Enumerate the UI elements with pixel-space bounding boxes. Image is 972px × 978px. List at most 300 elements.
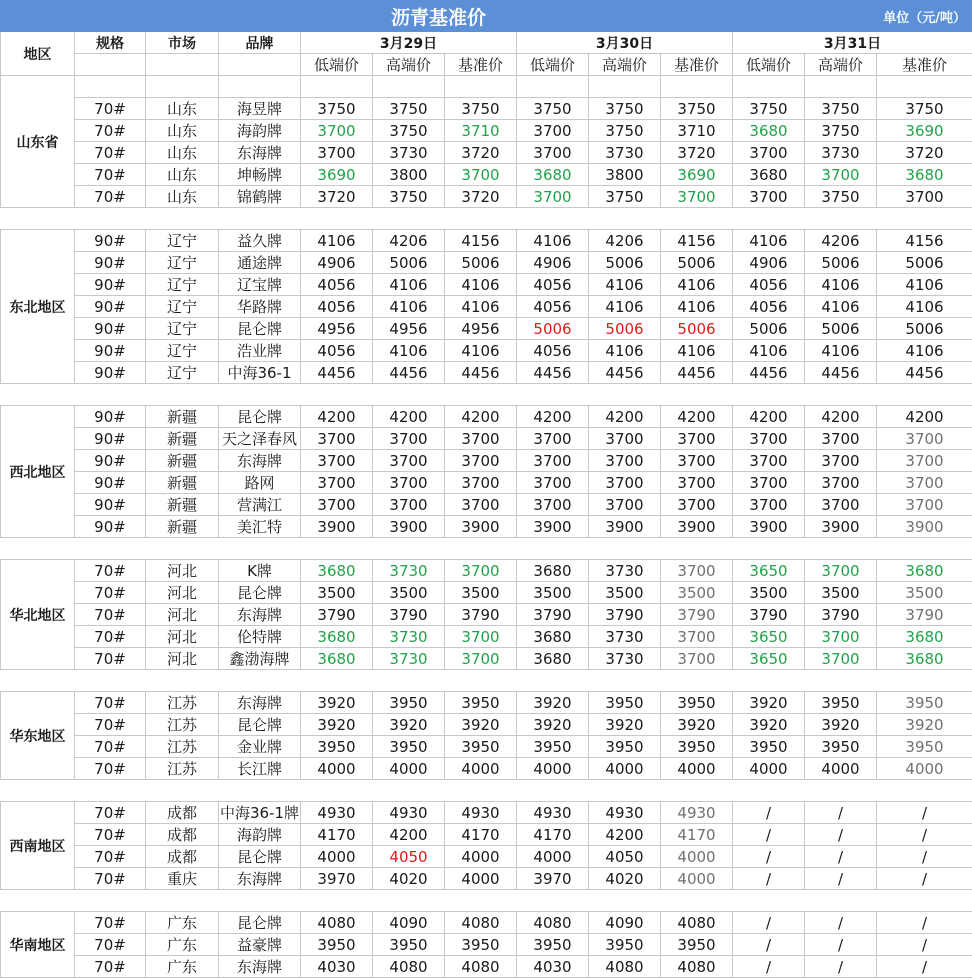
- price-cell: 4000: [661, 846, 733, 868]
- market-cell: 新疆: [146, 494, 219, 516]
- price-cell: 3950: [805, 736, 877, 758]
- price-cell: 4000: [517, 758, 589, 780]
- spec-cell: 70#: [75, 934, 146, 956]
- spec-cell: 70#: [75, 560, 146, 582]
- brand-cell: 东海牌: [219, 450, 301, 472]
- price-cell: 4106: [661, 296, 733, 318]
- section-separator: [1, 890, 972, 912]
- market-cell: 新疆: [146, 472, 219, 494]
- price-cell: 3750: [805, 186, 877, 208]
- price-cell: /: [733, 846, 805, 868]
- price-cell: 4106: [373, 274, 445, 296]
- price-cell: 3500: [661, 582, 733, 604]
- price-cell: 3700: [877, 472, 972, 494]
- price-cell: 3700: [877, 186, 972, 208]
- date-header: 3月29日: [301, 32, 517, 54]
- price-cell: 4456: [661, 362, 733, 384]
- brand-cell: 东海牌: [219, 692, 301, 714]
- price-cell: 3690: [877, 120, 972, 142]
- price-cell: 3710: [445, 120, 517, 142]
- region-label: 山东省: [1, 76, 75, 208]
- price-cell: 3700: [301, 472, 373, 494]
- price-cell: 4080: [661, 912, 733, 934]
- price-cell: 4170: [661, 824, 733, 846]
- spec-cell: 70#: [75, 164, 146, 186]
- spec-cell: 90#: [75, 318, 146, 340]
- table-row: [1, 758, 972, 780]
- table-row: [1, 934, 972, 956]
- table-row: [1, 560, 972, 582]
- price-cell: 3700: [517, 186, 589, 208]
- price-cell: /: [733, 912, 805, 934]
- price-cell: 5006: [589, 318, 661, 340]
- market-cell: 成都: [146, 802, 219, 824]
- region-label: 西南地区: [1, 802, 75, 890]
- table-row: [1, 604, 972, 626]
- price-cell: 3950: [589, 736, 661, 758]
- date-header: 3月30日: [517, 32, 733, 54]
- price-type-header: 低端价: [517, 54, 589, 76]
- table-row: [1, 824, 972, 846]
- price-cell: 4000: [733, 758, 805, 780]
- region-label: 东北地区: [1, 230, 75, 384]
- spec-cell: 70#: [75, 868, 146, 890]
- table-row: [1, 582, 972, 604]
- brand-cell: 海昱牌: [219, 98, 301, 120]
- price-cell: 3920: [301, 692, 373, 714]
- price-cell: 3790: [517, 604, 589, 626]
- table-row: [1, 692, 972, 714]
- price-cell: 4106: [877, 274, 972, 296]
- table-row: [1, 472, 972, 494]
- price-cell: /: [733, 868, 805, 890]
- price-cell: 3920: [589, 714, 661, 736]
- price-cell: 4106: [733, 340, 805, 362]
- price-cell: 3900: [301, 516, 373, 538]
- price-cell: 3920: [517, 692, 589, 714]
- price-cell: 4056: [301, 296, 373, 318]
- price-cell: 3790: [589, 604, 661, 626]
- brand-cell: 伦特牌: [219, 626, 301, 648]
- price-cell: 3700: [517, 120, 589, 142]
- price-cell: 3950: [373, 934, 445, 956]
- spec-cell: 70#: [75, 824, 146, 846]
- price-cell: 3700: [661, 494, 733, 516]
- price-cell: 4106: [589, 296, 661, 318]
- price-cell: 4170: [517, 824, 589, 846]
- price-cell: 4106: [589, 274, 661, 296]
- brand-cell: 长江牌: [219, 758, 301, 780]
- spec-cell: 70#: [75, 626, 146, 648]
- market-cell: 山东: [146, 142, 219, 164]
- price-cell: 3750: [589, 120, 661, 142]
- price-cell: 3950: [301, 736, 373, 758]
- price-cell: 3700: [445, 494, 517, 516]
- brand-cell: 东海牌: [219, 956, 301, 978]
- market-cell: 山东: [146, 186, 219, 208]
- price-cell: 3700: [373, 472, 445, 494]
- price-cell: 4156: [877, 230, 972, 252]
- price-cell: 3700: [445, 428, 517, 450]
- market-cell: 重庆: [146, 868, 219, 890]
- price-cell: 4456: [589, 362, 661, 384]
- table-row: [1, 494, 972, 516]
- price-cell: 3680: [877, 648, 972, 670]
- spec-cell: 70#: [75, 98, 146, 120]
- price-cell: 3800: [589, 164, 661, 186]
- price-cell: 3680: [517, 626, 589, 648]
- table-row: [1, 736, 972, 758]
- price-cell: 3950: [805, 692, 877, 714]
- spec-cell: 70#: [75, 758, 146, 780]
- price-cell: 3700: [733, 450, 805, 472]
- price-cell: 3950: [877, 692, 972, 714]
- price-cell: 4106: [445, 340, 517, 362]
- price-cell: 4080: [517, 912, 589, 934]
- table-row: [1, 626, 972, 648]
- section-separator: [1, 208, 972, 230]
- price-cell: /: [877, 912, 972, 934]
- price-cell: 3720: [301, 186, 373, 208]
- price-cell: 4106: [805, 340, 877, 362]
- table-row: [1, 340, 972, 362]
- spec-cell: 70#: [75, 120, 146, 142]
- price-cell: 3700: [877, 428, 972, 450]
- table-row: [1, 406, 972, 428]
- price-cell: 3700: [805, 648, 877, 670]
- price-cell: 3700: [661, 428, 733, 450]
- price-cell: 4456: [301, 362, 373, 384]
- price-cell: 3700: [589, 494, 661, 516]
- price-cell: 4090: [373, 912, 445, 934]
- table-row: [1, 98, 972, 120]
- price-cell: 4106: [445, 296, 517, 318]
- brand-cell: 浩业牌: [219, 340, 301, 362]
- price-cell: /: [733, 956, 805, 978]
- title-row: [1, 1, 972, 32]
- price-cell: 5006: [445, 252, 517, 274]
- price-cell: 3950: [661, 692, 733, 714]
- price-cell: 4170: [301, 824, 373, 846]
- market-cell: 辽宁: [146, 252, 219, 274]
- price-cell: 3700: [373, 494, 445, 516]
- price-cell: 3950: [589, 934, 661, 956]
- price-cell: 4056: [301, 274, 373, 296]
- region-label: 华北地区: [1, 560, 75, 670]
- brand-cell: 营满江: [219, 494, 301, 516]
- price-cell: 3700: [517, 142, 589, 164]
- price-cell: 3700: [661, 560, 733, 582]
- price-cell: 3730: [805, 142, 877, 164]
- table-row: [1, 956, 972, 978]
- market-cell: 辽宁: [146, 340, 219, 362]
- market-cell: 成都: [146, 846, 219, 868]
- market-cell: 新疆: [146, 406, 219, 428]
- table-row: [1, 516, 972, 538]
- price-cell: 3950: [301, 934, 373, 956]
- price-cell: 3730: [589, 560, 661, 582]
- brand-cell: 东海牌: [219, 604, 301, 626]
- price-cell: 3790: [301, 604, 373, 626]
- price-cell: 4056: [301, 340, 373, 362]
- price-cell: 3750: [805, 120, 877, 142]
- price-cell: 4000: [661, 758, 733, 780]
- spec-cell: 70#: [75, 186, 146, 208]
- price-cell: 4000: [805, 758, 877, 780]
- price-cell: 3730: [373, 626, 445, 648]
- table-row: [1, 230, 972, 252]
- price-cell: 3790: [877, 604, 972, 626]
- price-cell: /: [733, 802, 805, 824]
- spec-cell: 90#: [75, 296, 146, 318]
- date-header: 3月31日: [733, 32, 972, 54]
- price-cell: 4930: [373, 802, 445, 824]
- market-cell: 新疆: [146, 450, 219, 472]
- price-cell: 4056: [517, 340, 589, 362]
- price-cell: 3700: [661, 186, 733, 208]
- brand-cell: 坤畅牌: [219, 164, 301, 186]
- price-cell: 4456: [373, 362, 445, 384]
- price-cell: /: [805, 824, 877, 846]
- price-cell: 3920: [805, 714, 877, 736]
- price-cell: 4106: [877, 296, 972, 318]
- price-cell: 3900: [445, 516, 517, 538]
- market-cell: 河北: [146, 560, 219, 582]
- price-cell: 3950: [877, 736, 972, 758]
- price-cell: 3750: [877, 98, 972, 120]
- market-cell: 辽宁: [146, 362, 219, 384]
- price-cell: 3700: [445, 450, 517, 472]
- price-cell: 4020: [589, 868, 661, 890]
- price-cell: /: [877, 956, 972, 978]
- price-cell: 3700: [445, 560, 517, 582]
- price-cell: 3730: [373, 560, 445, 582]
- price-cell: 3700: [661, 450, 733, 472]
- price-cell: 5006: [661, 252, 733, 274]
- market-cell: 河北: [146, 648, 219, 670]
- price-cell: 4200: [301, 406, 373, 428]
- price-cell: 3700: [805, 560, 877, 582]
- region-label: 西北地区: [1, 406, 75, 538]
- price-cell: 4106: [805, 296, 877, 318]
- header-spec: 规格: [75, 32, 146, 54]
- price-cell: 3900: [589, 516, 661, 538]
- price-cell: 4956: [445, 318, 517, 340]
- price-cell: 4106: [661, 274, 733, 296]
- spec-cell: 90#: [75, 428, 146, 450]
- price-cell: 3680: [877, 560, 972, 582]
- price-cell: 3950: [517, 934, 589, 956]
- price-cell: 3700: [661, 472, 733, 494]
- price-cell: 3700: [805, 164, 877, 186]
- price-cell: 3790: [661, 604, 733, 626]
- price-cell: /: [805, 934, 877, 956]
- section-separator: [1, 670, 972, 692]
- price-cell: 4956: [373, 318, 445, 340]
- price-cell: 4080: [589, 956, 661, 978]
- market-cell: 成都: [146, 824, 219, 846]
- brand-cell: 金业牌: [219, 736, 301, 758]
- brand-cell: 昆仑牌: [219, 406, 301, 428]
- price-cell: 3700: [733, 142, 805, 164]
- price-cell: 3750: [373, 186, 445, 208]
- brand-cell: K牌: [219, 560, 301, 582]
- separator-cell: [1, 384, 972, 406]
- table-row: [1, 142, 972, 164]
- price-cell: 4106: [589, 340, 661, 362]
- table-body: [1, 76, 972, 978]
- price-cell: 4956: [301, 318, 373, 340]
- price-cell: /: [805, 956, 877, 978]
- spec-cell: 90#: [75, 274, 146, 296]
- price-cell: 3680: [301, 648, 373, 670]
- brand-cell: 通途牌: [219, 252, 301, 274]
- price-cell: 4000: [661, 868, 733, 890]
- brand-cell: 辽宝牌: [219, 274, 301, 296]
- price-cell: 3690: [301, 164, 373, 186]
- price-cell: 3800: [373, 164, 445, 186]
- price-cell: 3700: [301, 142, 373, 164]
- brand-cell: 锦鹤牌: [219, 186, 301, 208]
- price-cell: 3500: [589, 582, 661, 604]
- price-cell: 4456: [877, 362, 972, 384]
- price-cell: 3750: [805, 98, 877, 120]
- price-cell: 3950: [445, 736, 517, 758]
- spec-cell: 90#: [75, 362, 146, 384]
- price-type-header: 高端价: [589, 54, 661, 76]
- spec-cell: 70#: [75, 142, 146, 164]
- price-cell: 3790: [805, 604, 877, 626]
- price-cell: 4200: [589, 406, 661, 428]
- price-cell: 3700: [805, 428, 877, 450]
- blank-cell: [75, 54, 146, 76]
- brand-cell: 益久牌: [219, 230, 301, 252]
- price-cell: 3950: [517, 736, 589, 758]
- market-cell: 辽宁: [146, 274, 219, 296]
- price-cell: 4000: [445, 868, 517, 890]
- price-cell: 4206: [805, 230, 877, 252]
- spec-cell: 90#: [75, 472, 146, 494]
- price-cell: /: [877, 868, 972, 890]
- price-cell: 3920: [517, 714, 589, 736]
- price-cell: 4106: [373, 296, 445, 318]
- brand-cell: 鑫渤海牌: [219, 648, 301, 670]
- price-cell: 4200: [445, 406, 517, 428]
- spec-cell: 70#: [75, 714, 146, 736]
- price-cell: 3700: [661, 626, 733, 648]
- table-row: [1, 274, 972, 296]
- market-cell: 辽宁: [146, 296, 219, 318]
- spec-cell: 90#: [75, 516, 146, 538]
- price-cell: 5006: [661, 318, 733, 340]
- market-cell: 江苏: [146, 692, 219, 714]
- brand-cell: 中海36-1牌: [219, 802, 301, 824]
- separator-cell: [1, 538, 972, 560]
- table-row: [1, 714, 972, 736]
- price-cell: 4106: [805, 274, 877, 296]
- spec-cell: 70#: [75, 582, 146, 604]
- price-cell: 5006: [805, 252, 877, 274]
- price-cell: 3700: [589, 428, 661, 450]
- table-row: [1, 362, 972, 384]
- price-cell: 3680: [517, 648, 589, 670]
- price-cell: 5006: [805, 318, 877, 340]
- market-cell: 广东: [146, 956, 219, 978]
- price-cell: 3900: [517, 516, 589, 538]
- price-cell: /: [805, 846, 877, 868]
- blank-cell: [146, 54, 219, 76]
- price-cell: 3700: [517, 428, 589, 450]
- price-cell: 3680: [877, 626, 972, 648]
- brand-cell: 华路牌: [219, 296, 301, 318]
- price-cell: 4000: [589, 758, 661, 780]
- price-cell: 3700: [805, 450, 877, 472]
- price-type-header: 基准价: [877, 54, 972, 76]
- brand-cell: 昆仑牌: [219, 846, 301, 868]
- price-cell: 4056: [517, 274, 589, 296]
- price-cell: 4106: [661, 340, 733, 362]
- brand-cell: 海韵牌: [219, 120, 301, 142]
- price-cell: 3730: [373, 648, 445, 670]
- price-cell: 4156: [445, 230, 517, 252]
- price-cell: 4456: [445, 362, 517, 384]
- blank-cell: [877, 76, 972, 98]
- brand-cell: 益豪牌: [219, 934, 301, 956]
- price-cell: 4000: [445, 846, 517, 868]
- brand-cell: 东海牌: [219, 142, 301, 164]
- price-cell: 4170: [445, 824, 517, 846]
- price-cell: 3500: [733, 582, 805, 604]
- blank-cell: [301, 76, 373, 98]
- market-cell: 河北: [146, 604, 219, 626]
- unit-label: 单位（元/吨）: [877, 1, 972, 32]
- brand-cell: 昆仑牌: [219, 582, 301, 604]
- market-cell: 新疆: [146, 428, 219, 450]
- spec-cell: 70#: [75, 648, 146, 670]
- price-cell: 4000: [301, 758, 373, 780]
- price-cell: 4156: [661, 230, 733, 252]
- price-cell: 3750: [589, 98, 661, 120]
- spec-cell: 70#: [75, 956, 146, 978]
- price-cell: 4050: [373, 846, 445, 868]
- price-cell: 4930: [517, 802, 589, 824]
- price-cell: 4906: [301, 252, 373, 274]
- price-cell: 4200: [805, 406, 877, 428]
- section-separator: [1, 384, 972, 406]
- price-cell: 4456: [805, 362, 877, 384]
- price-cell: 3680: [733, 120, 805, 142]
- price-cell: 3750: [733, 98, 805, 120]
- price-cell: 5006: [877, 252, 972, 274]
- price-cell: 4056: [517, 296, 589, 318]
- price-cell: /: [733, 824, 805, 846]
- separator-cell: [1, 208, 972, 230]
- spec-cell: 70#: [75, 912, 146, 934]
- table-title: 沥青基准价: [1, 1, 877, 32]
- spec-cell: 70#: [75, 846, 146, 868]
- price-type-header: 高端价: [373, 54, 445, 76]
- price-cell: 3920: [661, 714, 733, 736]
- price-cell: 4080: [373, 956, 445, 978]
- price-cell: 3710: [661, 120, 733, 142]
- price-cell: 3700: [877, 494, 972, 516]
- price-cell: 4090: [589, 912, 661, 934]
- blank-cell: [517, 76, 589, 98]
- table-row: [1, 120, 972, 142]
- spec-cell: 90#: [75, 340, 146, 362]
- price-cell: 4020: [373, 868, 445, 890]
- price-cell: 5006: [877, 318, 972, 340]
